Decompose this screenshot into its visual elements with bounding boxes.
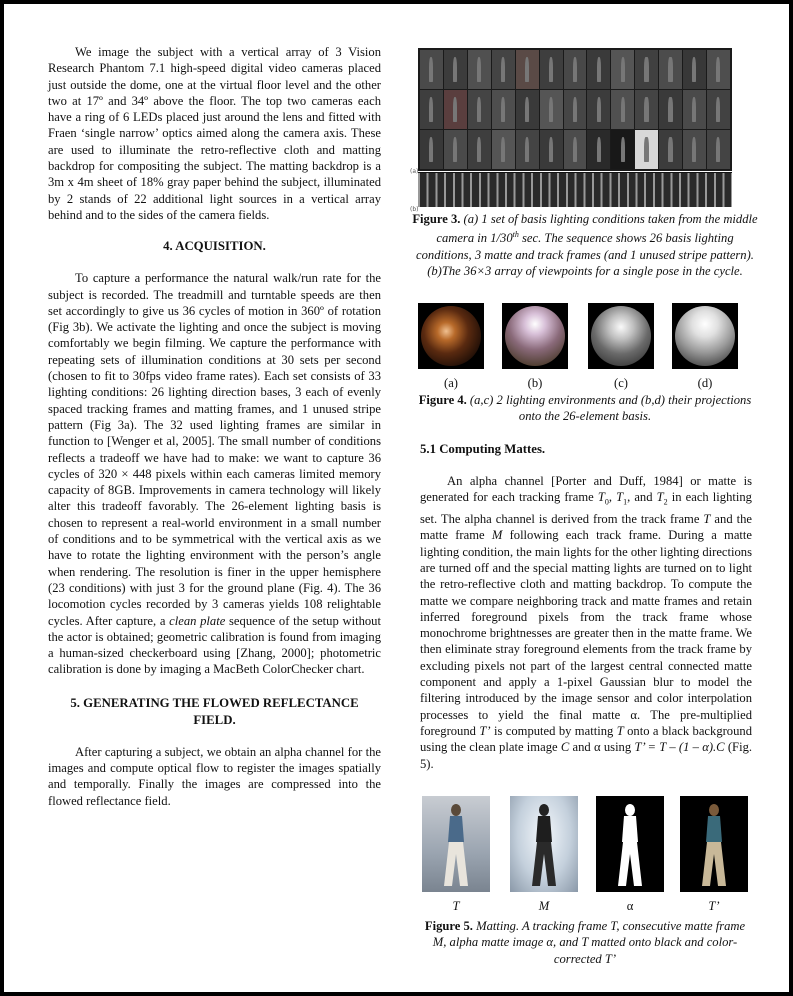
matte-matte-frame — [510, 796, 578, 892]
walker-alpha — [596, 796, 664, 892]
panel-b-marker: (b) — [410, 206, 419, 213]
sphere-env-c — [588, 303, 654, 369]
walker-figure-t — [422, 796, 490, 892]
var-t: T — [703, 512, 711, 527]
var-t2: T — [656, 490, 664, 505]
sub-1: 1 — [623, 497, 628, 507]
figure-3-label: Figure 3. — [412, 212, 461, 226]
fig5-label-t-prime: T’ — [708, 899, 720, 913]
figure-3-caption-a: (a) 1 set of basis lighting conditions taken from the middle camera in 1/30 — [436, 212, 758, 246]
mattes-text-5: is computed by matting — [490, 723, 617, 738]
clean-plate-term: clean plate — [169, 613, 226, 628]
section-5-1-heading: 5.1 Computing Mattes. — [420, 442, 546, 456]
figure-5-caption-text: Matting. A tracking frame T, consecutive matte frame M, alpha matte image α, and T matted onto black and color-corrected T’ — [432, 919, 746, 966]
comma-2: , and — [627, 490, 657, 505]
figure-4 — [418, 303, 752, 390]
section-5-heading: 5. GENERATING THE FLOWED REFLECTANCE FIELD. — [70, 695, 359, 727]
var-t1: T — [616, 490, 624, 505]
mattes-text-6: onto a black background using the clean plate image — [420, 723, 752, 755]
fig5-label-t: T — [452, 899, 460, 913]
walker-composited — [680, 796, 748, 892]
fig5-label-m: M — [538, 899, 550, 913]
mattes-text-2: in each lighting set. The alpha channel is derived from the track frame — [420, 490, 752, 527]
var-m: M — [491, 528, 503, 543]
fig4-label-a: (a) — [444, 376, 458, 390]
acquisition-text-a: To capture a performance the natural walk/run rate for the subject is recorded. The treadmill and turntable speeds are then set accordingly to give us 36 cycles of motion in 360º of rotation (Fig 3b). We activate the lighting and once the subject is moving comfortably we begin filming. We capture the performance with repeating sets of illumination conditions at 30 sets per second (chosen to fit to 30fps video frame rates). Each set consists of 33 lighting conditions: 26 lighting direction bases, 3 each of evenly spaced tracking frames and matting frames, and 1 unused stripe pattern (Fig 3a). The 32 used lighting frames are similar in function to [Wenger et al, 2005]. The small number of conditions reflects a tradeoff we have had to make: we want to capture 36 cycles of 320 × 448 pixels within each cameras limited memory capacity of 8GB. Improvements in camera technology will likely alter this tradeoff favorably. The 26-element lighting basis is chosen to represent a real-world environment in a small number of conditions and to be symmetrical with the vertical axis as we have to rotate the lighting environment with the person’s angle when rendering. The resolution is finer in the upper hemisphere (23 conditions) with just 3 for the ground plane (Fig. 4). The 36 locomotion cycles recorded by 3 cameras yields 108 relightable cycles. After capture, a — [48, 271, 381, 628]
fig5-label-alpha: α — [626, 899, 634, 913]
figure-3-caption — [408, 211, 762, 279]
lighting-sequence-grid — [418, 48, 732, 171]
figure-5 — [418, 796, 752, 913]
figure-3-caption-b: sec. The sequence shows 26 basis lighting conditions, 3 matte and track frames (and 1 unused stripe pattern). (b)The 36×3 array of viewpoints for a single pose in the cycle. — [416, 231, 754, 279]
viewpoint-array-strip — [418, 172, 732, 207]
fig4-label-c: (c) — [614, 376, 628, 390]
figure-3 — [410, 44, 752, 213]
figure-4-caption — [418, 392, 752, 425]
comma-1: , — [608, 490, 617, 505]
sub-2: 2 — [663, 497, 668, 507]
mattes-text-8: (Fig. 5). — [420, 740, 753, 771]
var-t-prime: T’ — [479, 723, 491, 738]
figure-5-label: Figure 5. — [424, 919, 473, 933]
mattes-text-3: and the matte frame — [420, 512, 752, 543]
acquisition-text-b: sequence of the setup without the actor is obtained; geometric calibration is found from imaging a human-sized checkerboard using [Zhang, 2000]; photometric calibration is done by imaging a MacBeth ColorChecker chart. — [48, 613, 381, 677]
mattes-text-4: following each track frame. During a matte lighting condition, the main lights for the other lighting directions are turned off and the special matting lights are turned on to light the retro-reflective cloth and matting backdrop. To compute the matte we compare neighboring track and matte frames and retain inferred foreground pixels from the track frame whose monochrome brightnesses are greater then in the matte frame. We then eliminate stray foreground elements from the track frame by excluding pixels not part of the largest central connected matte component and apply a 1-pixel Gaussian blur to model the filtering introduced by the image sensor and color interpolation processes to yield the final matte α. The pre-multiplied foreground — [420, 528, 752, 738]
matte-composited — [680, 796, 748, 892]
mattes-text: An alpha channel [Porter and Duff, 1984] or matte is generated for each tracking frame — [420, 474, 752, 505]
matte-tracking-frame — [422, 796, 490, 892]
sphere-proj-b — [502, 303, 568, 369]
panel-a-marker: (a) — [410, 168, 419, 175]
left-column — [48, 44, 381, 809]
matte-alpha-image — [596, 796, 664, 892]
sphere-env-a — [418, 303, 484, 369]
var-t0: T — [597, 490, 605, 505]
paragraph-acquisition — [48, 270, 381, 677]
figure-4-caption-text: (a,c) 2 lighting environments and (b,d) their projections onto the 26-element basis. — [466, 393, 752, 424]
var-c: C — [560, 740, 570, 755]
walker-silhouette-m — [510, 796, 578, 892]
figure-3-caption-sup: th — [512, 230, 519, 240]
figure-4-label: Figure 4. — [418, 393, 467, 407]
fig4-label-b: (b) — [527, 376, 543, 390]
figure-5-caption — [418, 918, 752, 967]
mattes-text-7: and α using — [569, 740, 635, 755]
section-4-heading: 4. ACQUISITION. — [163, 239, 266, 254]
sphere-proj-d — [672, 303, 738, 369]
paragraph-flowed: After capturing a subject, we obtain an alpha channel for the images and compute optical flow to register the images spatially and temporally. Finally the images are compressed into the flowed reflectance field. — [48, 744, 381, 808]
sub-0: 0 — [604, 497, 609, 507]
fig4-label-d: (d) — [697, 376, 713, 390]
var-t-again: T — [616, 723, 624, 738]
paragraph-cameras: We image the subject with a vertical array of 3 Vision Research Phantom 7.1 high-speed digital video cameras placed just outside the dome, one at the virtual floor level and the other two at 17º and 34º above the floor. The top two cameras each have a ring of 6 LEDs placed just around the lens and fitted with Fraen ‘single narrow’ optics aimed along the camera axis. These are used to illuminate the retro-reflective cloth and matting backdrop for compositing the subject. The matting backdrop is a 3m x 4m sheet of 18% gray paper behind the subject, illuminated by 2 stands of 22 additional light sources in a vertical array behind and to the sides of the camera fields. — [48, 45, 381, 222]
paragraph-mattes — [420, 473, 752, 772]
compositing-formula: T’ = T – (1 – α).C — [634, 740, 725, 755]
